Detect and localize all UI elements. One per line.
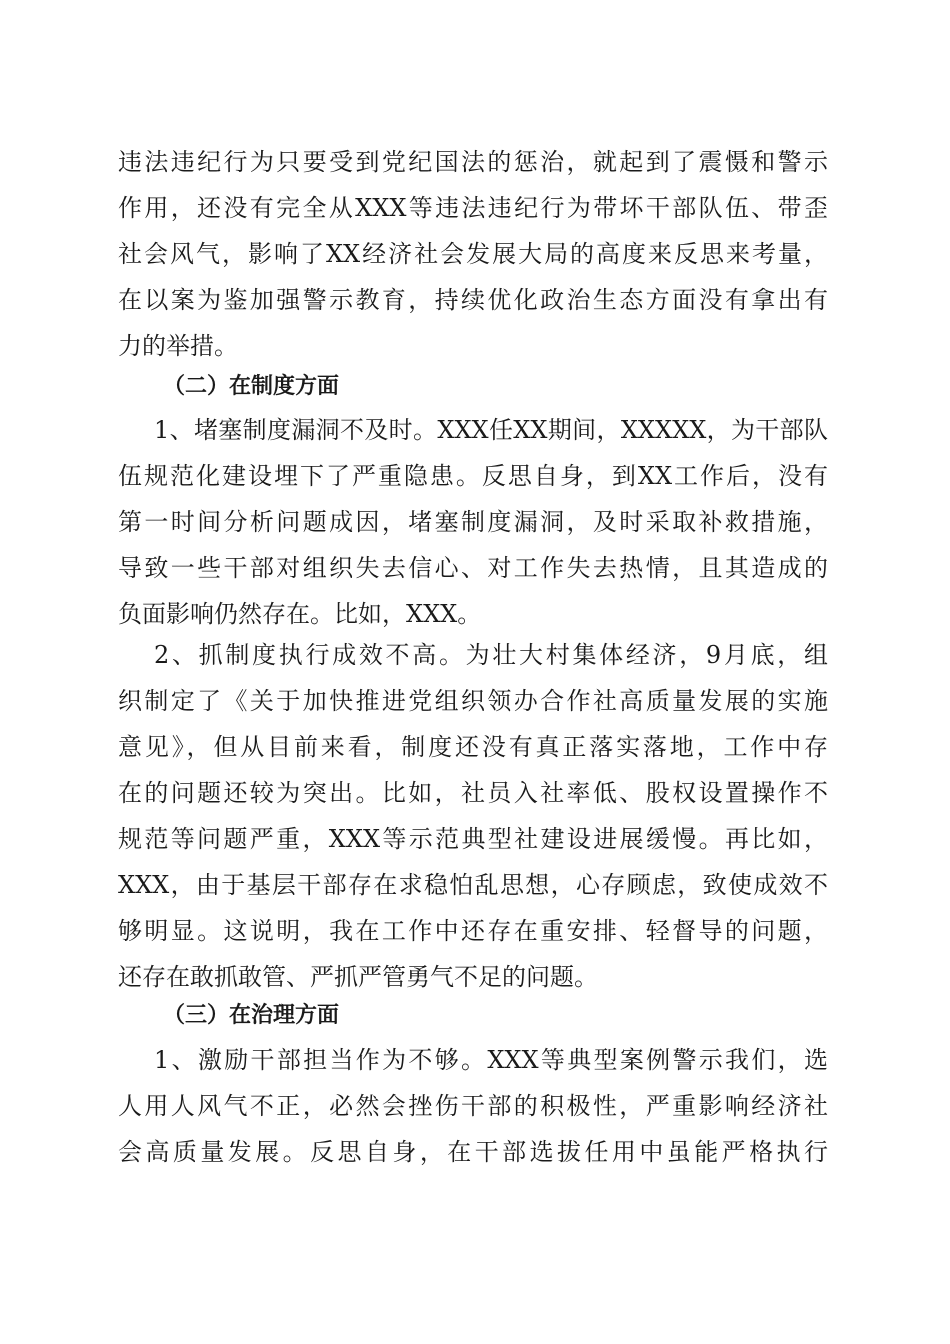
body-text-line: 1、堵塞制度漏洞不及时。XXX任XX期间，XXXXX，为干部队 bbox=[154, 416, 828, 444]
body-text-line: 导致一些干部对组织失去信心、对工作失去热情，且其造成的 bbox=[118, 554, 828, 582]
body-text-line: 作用，还没有完全从XXX等违法违纪行为带坏干部队伍、带歪 bbox=[118, 194, 828, 222]
body-text-line: 2、抓制度执行成效不高。为壮大村集体经济，9月底，组 bbox=[154, 641, 828, 669]
body-text-line: 1、激励干部担当作为不够。XXX等典型案例警示我们，选 bbox=[154, 1046, 828, 1074]
body-text-line: 负面影响仍然存在。比如，XXX。 bbox=[118, 600, 482, 628]
body-text-line: 违法违纪行为只要受到党纪国法的惩治，就起到了震慑和警示 bbox=[118, 148, 828, 176]
body-text-line: 在以案为鉴加强警示教育，持续优化政治生态方面没有拿出有 bbox=[118, 286, 828, 314]
body-text-line: 还存在敢抓敢管、严抓严管勇气不足的问题。 bbox=[118, 963, 598, 991]
body-text-line: 力的举措。 bbox=[118, 332, 238, 360]
body-text-line: 规范等问题严重，XXX等示范典型社建设进展缓慢。再比如， bbox=[118, 825, 828, 853]
body-text-line: 社会风气，影响了XX经济社会发展大局的高度来反思来考量， bbox=[118, 240, 828, 268]
body-text-line: 人用人风气不正，必然会挫伤干部的积极性，严重影响经济社 bbox=[118, 1092, 828, 1120]
body-text-line: 第一时间分析问题成因，堵塞制度漏洞，及时采取补救措施， bbox=[118, 508, 828, 536]
body-text-line: 意见》，但从目前来看，制度还没有真正落实落地，工作中存 bbox=[118, 733, 828, 761]
section-heading: （三）在治理方面 bbox=[163, 1003, 340, 1028]
body-text-line: 伍规范化建设埋下了严重隐患。反思自身，到XX工作后，没有 bbox=[118, 462, 828, 490]
section-heading: （二）在制度方面 bbox=[163, 374, 340, 399]
body-text-line: 在的问题还较为突出。比如，社员入社率低、股权设置操作不 bbox=[118, 779, 828, 807]
body-text-line: 会高质量发展。反思自身，在干部选拔任用中虽能严格执行 bbox=[118, 1138, 828, 1166]
body-text-line: 够明显。这说明，我在工作中还存在重安排、轻督导的问题， bbox=[118, 917, 828, 945]
body-text-line: 织制定了《关于加快推进党组织领办合作社高质量发展的实施 bbox=[118, 687, 828, 715]
body-text-line: XXX，由于基层干部存在求稳怕乱思想，心存顾虑，致使成效不 bbox=[118, 871, 828, 899]
